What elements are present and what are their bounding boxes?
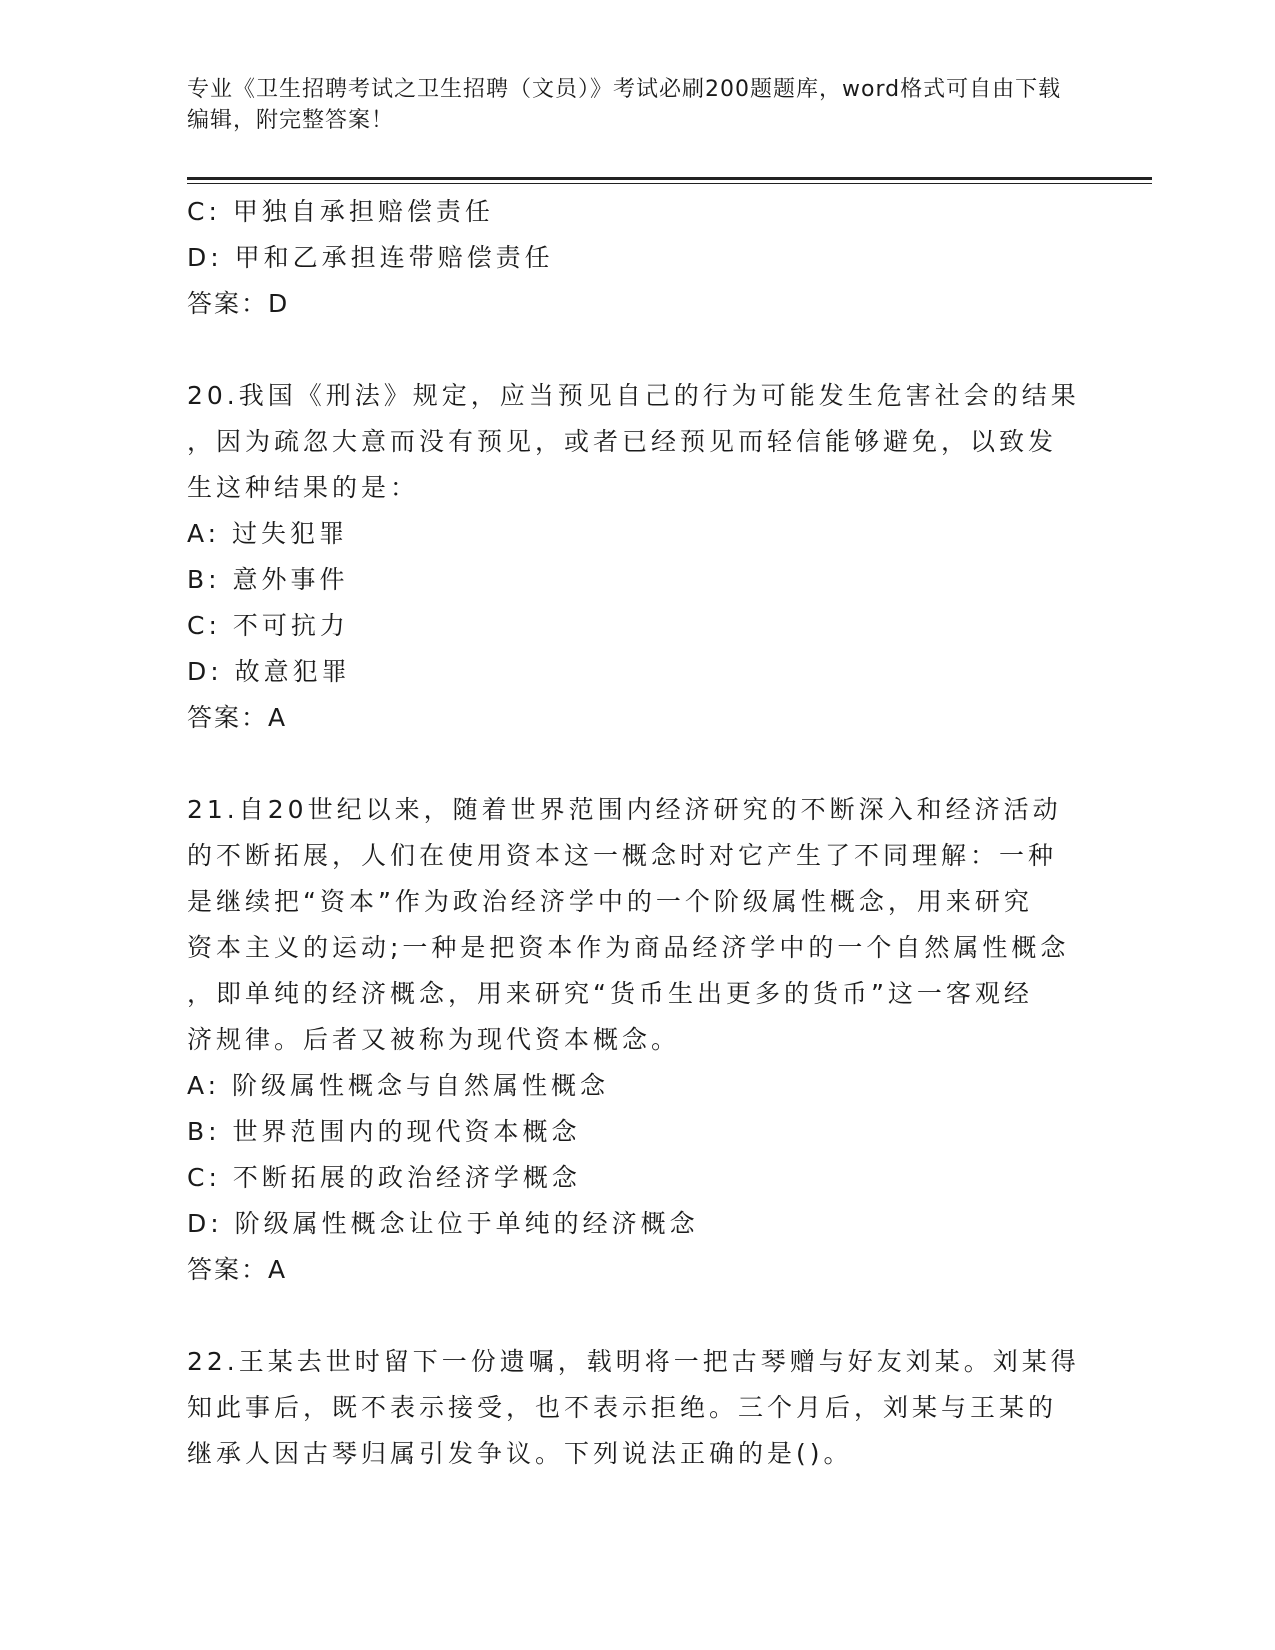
spacer: [187, 1293, 1067, 1339]
document-body: [187, 189, 1080, 1477]
header-text: 专业《卫生招聘考试之卫生招聘（文员）》考试必刷200题题库，word格式可自由下载编辑，附完整答案！: [187, 77, 1062, 133]
question-text-line: 22.王某去世时留下一份遗嘱，载明将一把古琴赠与好友刘某。刘某得: [187, 1347, 1080, 1376]
question-20: [187, 373, 1080, 741]
prev-question-tail: [187, 189, 1067, 327]
option-c: C: 不断拓展的政治经济学概念: [187, 1163, 581, 1192]
question-text-line: ，因为疏忽大意而没有预见，或者已经预见而轻信能够避免，以致发: [187, 427, 1058, 456]
option-d: D: 故意犯罪: [187, 657, 351, 686]
option-c: C: 不可抗力: [187, 611, 349, 640]
option-a: A: 阶级属性概念与自然属性概念: [187, 1071, 610, 1100]
question-21: [187, 787, 1070, 1293]
question-text-line: 继承人因古琴归属引发争议。下列说法正确的是()。: [187, 1439, 853, 1468]
answer-line: 答案：D: [187, 289, 290, 318]
answer-line: 答案：A: [187, 1255, 288, 1284]
question-text-line: 是继续把“资本”作为政治经济学中的一个阶级属性概念，用来研究: [187, 887, 1033, 916]
question-text-line: 21.自20世纪以来，随着世界范围内经济研究的不断深入和经济活动: [187, 795, 1062, 824]
option-a: A: 过失犯罪: [187, 519, 349, 548]
answer-line: 答案：A: [187, 703, 288, 732]
option-b: B: 意外事件: [187, 565, 349, 594]
header-divider-thin: [187, 183, 1152, 184]
spacer: [187, 327, 1067, 373]
question-22: [187, 1339, 1080, 1477]
option-b: B: 世界范围内的现代资本概念: [187, 1117, 581, 1146]
question-text-line: 生这种结果的是：: [187, 473, 420, 502]
document-header: [187, 74, 1067, 136]
option-d: D: 阶级属性概念让位于单纯的经济概念: [187, 1209, 699, 1238]
spacer: [187, 741, 1067, 787]
question-text-line: 的不断拓展，人们在使用资本这一概念时对它产生了不同理解：一种: [187, 841, 1058, 870]
header-divider-thick: [187, 177, 1152, 180]
option-d: D: 甲和乙承担连带赔偿责任: [187, 243, 554, 272]
question-text-line: 济规律。后者又被称为现代资本概念。: [187, 1025, 681, 1054]
question-text-line: 20.我国《刑法》规定，应当预见自己的行为可能发生危害社会的结果: [187, 381, 1080, 410]
question-text-line: ，即单纯的经济概念，用来研究“货币生出更多的货币”这一客观经: [187, 979, 1033, 1008]
question-text-line: 资本主义的运动;一种是把资本作为商品经济学中的一个自然属性概念: [187, 933, 1070, 962]
question-text-line: 知此事后，既不表示接受，也不表示拒绝。三个月后，刘某与王某的: [187, 1393, 1058, 1422]
option-c: C: 甲独自承担赔偿责任: [187, 197, 494, 226]
